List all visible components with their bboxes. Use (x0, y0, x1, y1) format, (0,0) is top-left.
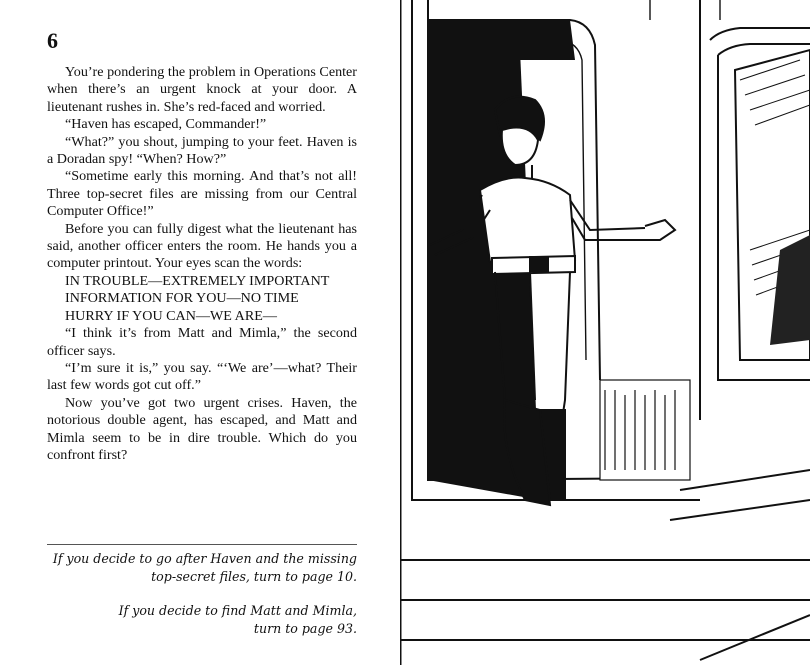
text-page (0, 0, 398, 665)
console-panel (600, 380, 690, 480)
story-paragraph: “Sometime early this morning. And that’s not all! Three top-secret files are missing from our Central Computer Office!” (47, 168, 357, 220)
illustration (400, 0, 810, 665)
story-paragraph: “I think it’s from Matt and Mimla,” the second officer says. (47, 325, 357, 359)
story-text (47, 64, 357, 464)
door-shadow-top (428, 20, 575, 60)
choice-matt-mimla[interactable] (47, 602, 357, 637)
choice-line: turn to page 93. (253, 620, 357, 636)
choices (47, 550, 357, 654)
choice-line: top-secret files, turn to page 10. (151, 568, 357, 584)
story-paragraph: “Haven has escaped, Commander!” (65, 116, 267, 133)
window-frame (700, 0, 810, 420)
story-paragraph: Now you’ve got two urgent crises. Haven, the notorious double agent, has escaped, and Matt and Mimla seem to be in dire trouble. Which do you confront first? (47, 394, 357, 463)
printout-line: IN TROUBLE—EXTREMELY IMPORTANT (65, 272, 330, 289)
story-paragraph: “What?” you shout, jumping to your feet. Haven is a Doradan spy! “When? How?” (47, 133, 357, 168)
page-number: 6 (47, 28, 58, 53)
choice-line: If you decide to go after Haven and the missing (52, 551, 357, 566)
choice-line: If you decide to find Matt and Mimla, (118, 603, 357, 619)
story-paragraph: Before you can fully digest what the lieutenant has said, another officer enters the room. He hands you a computer printout. Your eyes scan the words: (47, 220, 357, 272)
choice-haven[interactable] (47, 550, 357, 585)
printout-line: INFORMATION FOR YOU—NO TIME (65, 290, 299, 307)
story-paragraph: “I’m sure it is,” you say. “‘We are’—what? Their last few words got cut off.” (47, 359, 357, 394)
floor-steps (400, 470, 810, 660)
printout-line: HURRY IF YOU CAN—WE ARE— (65, 307, 277, 324)
choice-divider (47, 544, 357, 545)
story-paragraph: You’re pondering the problem in Operations Center when there’s an urgent knock at your door. A lieutenant rushes in. She’s red-faced and worried. (47, 64, 357, 115)
